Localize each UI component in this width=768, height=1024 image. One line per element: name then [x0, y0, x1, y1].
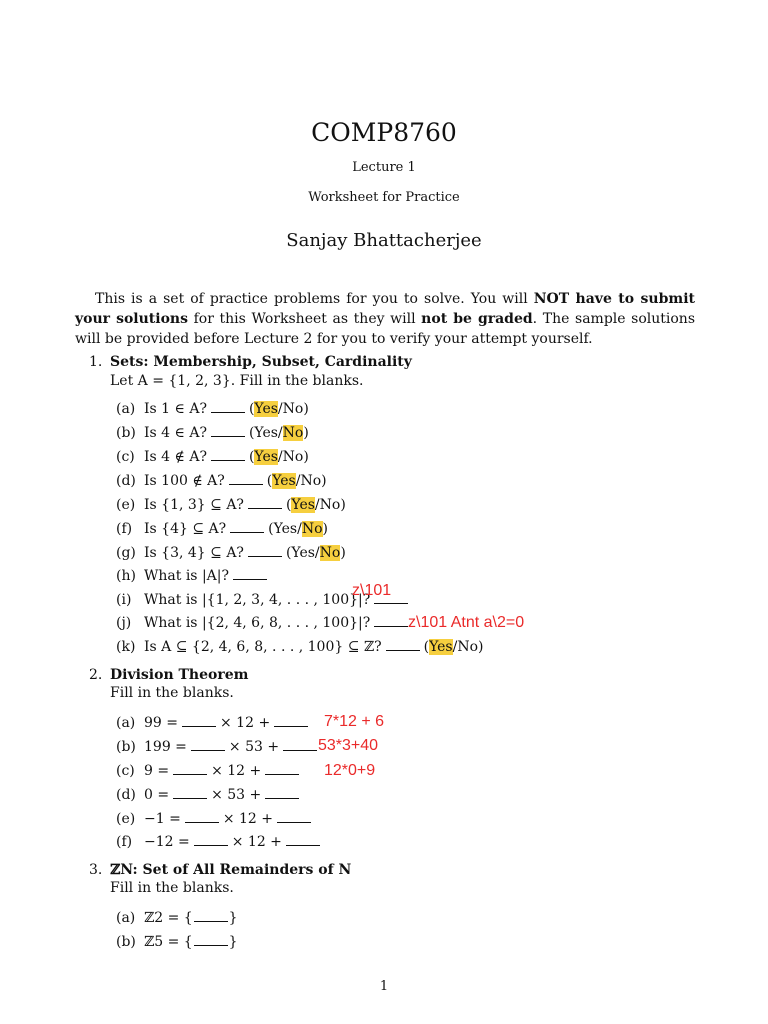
- option-yes: Yes: [272, 473, 296, 489]
- item-lhs: 0 =: [144, 787, 170, 803]
- option-no: No: [457, 639, 479, 655]
- option-paren: (: [423, 639, 430, 655]
- answer-blank[interactable]: [286, 833, 320, 846]
- answer-blank[interactable]: [274, 714, 308, 727]
- item-rhs: }: [228, 934, 238, 950]
- item-label: (a): [116, 910, 136, 926]
- option-paren: ): [478, 639, 484, 655]
- handwritten-answer-2b: 53*3+40: [318, 737, 379, 754]
- item-mid: × 12 +: [211, 763, 262, 779]
- question-1a: [116, 400, 309, 417]
- answer-blank[interactable]: [265, 786, 299, 799]
- author-name: Sanjay Bhattacherjee: [286, 230, 482, 251]
- answer-blank[interactable]: [211, 400, 245, 413]
- item-lhs: 9 =: [144, 763, 170, 779]
- option-sep: /: [295, 473, 301, 489]
- option-no: No: [282, 449, 304, 465]
- item-mid: × 53 +: [228, 739, 280, 755]
- option-paren: (: [285, 497, 292, 513]
- item-lhs: ℤ5 = {: [144, 934, 193, 950]
- option-sep: /: [297, 521, 302, 537]
- option-paren: ): [303, 425, 309, 441]
- section-number: 2.: [89, 667, 103, 683]
- option-no: No: [300, 473, 322, 489]
- handwritten-answer-2a: 7*12 + 6: [324, 713, 385, 730]
- document-subtitle: Worksheet for Practice: [308, 190, 460, 205]
- answer-blank[interactable]: [173, 786, 207, 799]
- option-paren: ): [340, 497, 346, 513]
- question-1e: [116, 496, 346, 513]
- answer-blank[interactable]: [248, 544, 282, 557]
- handwritten-answer-2c: 12*0+9: [324, 762, 376, 779]
- option-paren: ): [303, 449, 309, 465]
- question-1g: [116, 544, 346, 561]
- answer-blank[interactable]: [211, 424, 245, 437]
- answer-blank[interactable]: [194, 933, 228, 946]
- section-number: 3.: [89, 862, 103, 878]
- intro-bold-2: not be graded: [421, 311, 533, 327]
- answer-blank[interactable]: [182, 714, 216, 727]
- question-2e: [116, 810, 315, 827]
- question-2b: [116, 738, 321, 755]
- item-label: (e): [116, 811, 136, 827]
- option-sep: /: [277, 401, 283, 417]
- answer-blank[interactable]: [277, 810, 311, 823]
- option-paren: (: [248, 401, 255, 417]
- option-sep: /: [314, 545, 320, 561]
- section-heading: Division Theorem: [110, 667, 249, 683]
- option-paren: (: [248, 425, 255, 441]
- item-label: (i): [116, 592, 132, 608]
- item-mid: × 12 +: [220, 715, 271, 731]
- option-paren: (: [266, 473, 273, 489]
- item-label: (a): [116, 401, 136, 417]
- item-label: (d): [116, 473, 136, 489]
- item-question: Is {3, 4} ⊆ A?: [144, 545, 244, 561]
- item-question: Is {1, 3} ⊆ A?: [144, 497, 244, 513]
- item-label: (e): [116, 497, 136, 513]
- item-label: (g): [116, 545, 136, 561]
- option-yes: Yes: [254, 425, 278, 441]
- question-2c: [116, 762, 303, 779]
- option-no: No: [319, 497, 341, 513]
- answer-blank[interactable]: [374, 614, 408, 627]
- document-title: COMP8760: [311, 118, 457, 147]
- section-heading: Sets: Membership, Subset, Cardinality: [110, 354, 412, 370]
- item-label: (k): [116, 639, 136, 655]
- answer-blank[interactable]: [194, 909, 228, 922]
- question-2d: [116, 786, 303, 803]
- section-description: Fill in the blanks.: [110, 685, 234, 701]
- answer-blank[interactable]: [265, 762, 299, 775]
- question-3b: [116, 933, 238, 950]
- question-3a: [116, 909, 238, 926]
- item-question: What is |A|?: [144, 568, 229, 584]
- item-label: (d): [116, 787, 136, 803]
- question-1f: [116, 520, 328, 537]
- option-yes: Yes: [429, 639, 453, 655]
- item-mid: × 53 +: [211, 787, 262, 803]
- question-1h: [116, 567, 271, 584]
- lecture-label: Lecture 1: [352, 160, 416, 175]
- option-paren: ): [303, 401, 309, 417]
- question-1c: [116, 448, 309, 465]
- option-yes: Yes: [254, 401, 278, 417]
- item-lhs: 99 =: [144, 715, 178, 731]
- option-paren: (: [248, 449, 255, 465]
- item-question: Is {4} ⊆ A?: [144, 521, 227, 537]
- question-2a: [116, 714, 312, 731]
- item-question: Is 100 ∉ A?: [144, 473, 225, 489]
- answer-blank[interactable]: [194, 833, 228, 846]
- question-1d: [116, 472, 327, 489]
- item-lhs: 199 =: [144, 739, 187, 755]
- item-rhs: }: [228, 910, 238, 926]
- item-label: (b): [116, 425, 136, 441]
- option-yes: Yes: [254, 449, 278, 465]
- option-yes: Yes: [291, 497, 315, 513]
- intro-text-2: for this Worksheet as they will: [187, 311, 422, 327]
- handwritten-answer-1i: z\101: [352, 582, 392, 599]
- option-no: No: [282, 425, 304, 441]
- option-sep: /: [452, 639, 458, 655]
- answer-blank[interactable]: [229, 472, 263, 485]
- option-paren: ): [322, 521, 328, 537]
- section-description: Fill in the blanks.: [110, 880, 234, 896]
- question-2f: [116, 833, 324, 850]
- option-paren: ): [321, 473, 327, 489]
- option-sep: /: [277, 449, 283, 465]
- question-1k: [116, 638, 483, 655]
- option-no: No: [301, 521, 323, 537]
- item-mid: × 12 +: [231, 834, 282, 850]
- item-label: (a): [116, 715, 136, 731]
- section-description: Let A = {1, 2, 3}. Fill in the blanks.: [110, 373, 364, 389]
- question-1j: [116, 614, 412, 631]
- intro-text-3: . The sample solutions will be provided before Lecture 2 for you to verify your attempt yourself.: [75, 311, 695, 347]
- item-mid: × 12 +: [222, 811, 274, 827]
- option-yes: Yes: [291, 545, 315, 561]
- option-paren: (: [285, 545, 292, 561]
- item-question: What is |{2, 4, 6, 8, . . . , 100}|?: [144, 615, 371, 631]
- item-label: (c): [116, 449, 135, 465]
- answer-blank[interactable]: [185, 810, 219, 823]
- item-label: (c): [116, 763, 135, 779]
- option-no: No: [282, 401, 304, 417]
- item-lhs: −12 =: [144, 834, 190, 850]
- answer-blank[interactable]: [386, 638, 420, 651]
- item-question: Is A ⊆ {2, 4, 6, 8, . . . , 100} ⊆ ℤ?: [144, 639, 382, 655]
- answer-blank[interactable]: [173, 762, 207, 775]
- option-yes: Yes: [273, 521, 298, 537]
- answer-blank[interactable]: [211, 448, 245, 461]
- option-sep: /: [314, 497, 320, 513]
- section-heading: ℤN: Set of All Remainders of N: [110, 862, 352, 878]
- intro-bold-1: NOT have to submit your solutions: [75, 291, 695, 327]
- item-question: Is 1 ∈ A?: [144, 401, 207, 417]
- option-sep: /: [277, 425, 283, 441]
- handwritten-answer-1j: z\101 Atnt a\2=0: [408, 614, 525, 631]
- question-1b: [116, 424, 309, 441]
- option-no: No: [319, 545, 341, 561]
- item-question: Is 4 ∈ A?: [144, 425, 207, 441]
- item-question: Is 4 ∉ A?: [144, 449, 207, 465]
- section-number: 1.: [89, 354, 103, 370]
- intro-text-1: This is a set of practice problems for you to solve. You will: [95, 291, 534, 307]
- item-question: What is |{1, 2, 3, 4, . . . , 100}|?: [144, 592, 371, 608]
- item-label: (h): [116, 568, 136, 584]
- item-label: (b): [116, 739, 136, 755]
- item-lhs: −1 =: [144, 811, 181, 827]
- answer-blank[interactable]: [230, 520, 264, 533]
- answer-blank[interactable]: [283, 738, 317, 751]
- answer-blank[interactable]: [233, 567, 267, 580]
- answer-blank[interactable]: [248, 496, 282, 509]
- item-label: (f): [116, 834, 133, 850]
- item-label: (j): [116, 615, 132, 631]
- option-paren: ): [340, 545, 346, 561]
- option-paren: (: [268, 521, 274, 537]
- item-label: (b): [116, 934, 136, 950]
- item-lhs: ℤ2 = {: [144, 910, 193, 926]
- item-label: (f): [116, 521, 133, 537]
- answer-blank[interactable]: [191, 738, 225, 751]
- intro-paragraph: [75, 289, 695, 349]
- page-number: 1: [379, 979, 389, 994]
